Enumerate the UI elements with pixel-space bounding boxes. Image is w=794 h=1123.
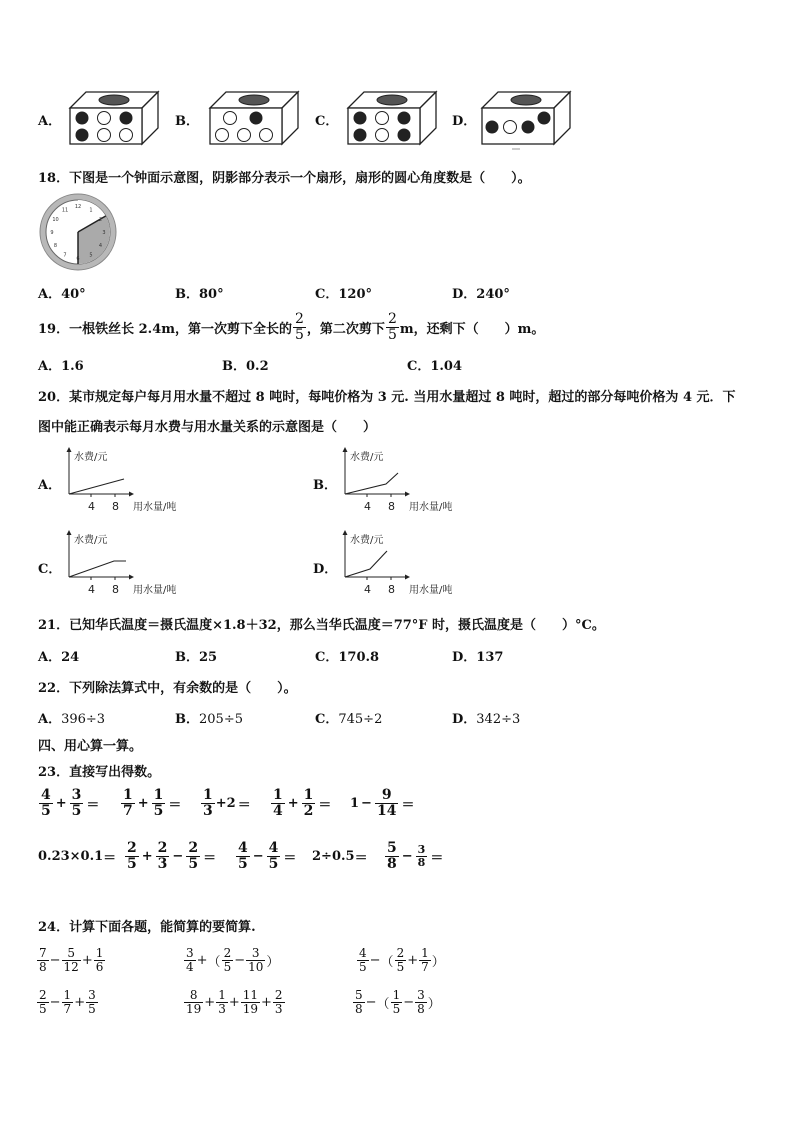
fraction — [201, 788, 215, 818]
numerator: 4 — [238, 839, 248, 856]
minus-sign: − — [365, 994, 377, 1010]
plus-sign: + — [407, 952, 419, 968]
numerator: 1 — [153, 786, 164, 803]
minus-sign: − — [49, 952, 61, 968]
tick-label-4: 4 — [88, 583, 95, 596]
fraction — [241, 989, 260, 1015]
numerator: 1 — [203, 786, 213, 803]
q23-text: 23．直接写出得数。 — [38, 765, 161, 780]
y-axis-label: 水费/元 — [350, 535, 384, 546]
q19-text — [38, 309, 544, 345]
q21-option-b-label: B． — [175, 650, 199, 665]
fraction — [353, 989, 365, 1015]
x-axis-label: 用水量/吨 — [133, 502, 177, 513]
q19-part1: 19．一根铁丝长 2.4m，第一次剪下全长的 — [38, 321, 292, 337]
left-paren: （ — [376, 996, 390, 1012]
plus-sign: + — [141, 848, 153, 864]
minus-sign: − — [252, 848, 264, 864]
numerator: 2 — [39, 987, 47, 1002]
denominator: 5 — [238, 855, 248, 872]
equals-sign: ＝ — [237, 797, 251, 813]
numerator: 1 — [95, 945, 104, 960]
q22-option-b-value: 205÷5 — [199, 712, 243, 727]
q20-option-b-label: B． — [313, 478, 337, 493]
q23-expr-2 — [120, 784, 183, 822]
fraction — [395, 947, 407, 973]
fraction — [62, 947, 81, 973]
q23-expr-6 — [38, 837, 116, 875]
denominator: 5 — [392, 1001, 401, 1016]
denominator: 5 — [396, 959, 405, 974]
numerator: 11 — [242, 987, 259, 1002]
denominator: 5 — [39, 1001, 47, 1016]
denominator: 8 — [355, 1001, 363, 1016]
plus-two: +2 — [215, 795, 236, 811]
numerator: 2 — [274, 987, 283, 1002]
fraction — [39, 788, 53, 818]
numerator: 2 — [396, 945, 405, 960]
q21-option-d-value: 137 — [476, 650, 504, 665]
fraction — [156, 841, 170, 871]
minus-sign: − — [369, 952, 381, 968]
q18-option-b-value: 80° — [199, 287, 224, 302]
q19-option-a-value: 1.6 — [61, 359, 84, 374]
denominator: 2 — [303, 802, 314, 819]
tick-label-4: 4 — [364, 500, 371, 513]
right-paren: ） — [427, 996, 441, 1012]
q19-option-a-label: A． — [38, 359, 62, 374]
q23-expr-9 — [312, 837, 368, 875]
q17-box-b-image — [206, 88, 302, 148]
denominator: 8 — [417, 855, 426, 869]
fraction — [236, 841, 250, 871]
denominator: 8 — [417, 1001, 425, 1016]
decimal-division: 2÷0.5 — [312, 848, 355, 864]
y-axis-arrow — [343, 447, 348, 452]
fraction — [267, 841, 281, 871]
numerator: 5 — [387, 839, 397, 856]
x-axis-arrow — [405, 575, 410, 580]
numerator: 3 — [186, 945, 194, 960]
equals-sign: ＝ — [103, 850, 117, 866]
clock-image — [38, 192, 118, 272]
denominator: 5 — [127, 855, 137, 872]
denominator: 4 — [186, 959, 194, 974]
denominator: 3 — [203, 802, 213, 819]
q19-option-c-label: C． — [407, 359, 431, 374]
tick-label-8: 8 — [388, 583, 395, 596]
q20-option-a-label: A． — [38, 478, 62, 493]
q21-option-a-label: A． — [38, 650, 62, 665]
q19-option-b-value: 0.2 — [246, 359, 269, 374]
fraction — [222, 947, 234, 973]
denominator: 3 — [157, 855, 168, 872]
tick-label-8: 8 — [112, 583, 119, 596]
numerator: 2 — [127, 839, 137, 856]
clock-number: 1 — [89, 207, 93, 214]
numerator: 1 — [63, 987, 72, 1002]
denominator: 4 — [273, 802, 283, 819]
fraction — [184, 989, 203, 1015]
denominator: 7 — [421, 959, 429, 974]
q24-expr-6 — [352, 984, 441, 1020]
cost-line — [69, 561, 126, 577]
q17-box-d-image — [478, 88, 574, 152]
denominator: 7 — [63, 1001, 72, 1016]
right-paren: ） — [266, 954, 280, 970]
fraction — [391, 989, 403, 1015]
q18-option-a-value: 40° — [61, 287, 86, 302]
q21-option-c — [315, 646, 379, 665]
q20-text-line2: 图中能正确表示每月水费与用水量关系的示意图是（ ） — [38, 420, 377, 435]
clock-number: 5 — [89, 252, 93, 259]
q17-option-d-label: D． — [452, 114, 477, 129]
q24-expr-1 — [36, 942, 106, 978]
q21-option-a — [38, 646, 79, 665]
q19-fraction-1 — [293, 312, 306, 342]
q23-expr-7 — [124, 837, 218, 875]
q19-frac2-num: 2 — [387, 310, 397, 327]
q19-part3: m，还剩下（ ）m。 — [399, 321, 545, 337]
q18-option-d-label: D． — [452, 287, 477, 302]
equals-sign: ＝ — [430, 850, 444, 866]
numerator: 2 — [188, 839, 199, 856]
q22-option-a — [38, 708, 105, 727]
q18-option-b-label: B． — [175, 287, 199, 302]
denominator: 8 — [39, 959, 47, 974]
cost-line — [345, 473, 398, 494]
plus-sign: + — [81, 952, 93, 968]
numerator: 3 — [88, 987, 96, 1002]
x-axis-label: 用水量/吨 — [133, 585, 177, 596]
y-axis-arrow — [343, 530, 348, 535]
plus-sign: + — [196, 952, 208, 968]
y-axis-label: 水费/元 — [74, 535, 108, 546]
fraction — [271, 788, 285, 818]
q21-option-a-value: 24 — [61, 650, 80, 665]
x-axis-arrow — [405, 492, 410, 497]
q24-expr-5 — [183, 984, 286, 1020]
q18-option-c-value: 120° — [338, 287, 372, 302]
tick-label-8: 8 — [112, 500, 119, 513]
fraction — [419, 947, 431, 973]
numerator: 2 — [223, 945, 232, 960]
q23-expr-8 — [235, 837, 298, 875]
q18-option-c-label: C． — [315, 287, 339, 302]
q21-option-b-value: 25 — [199, 650, 218, 665]
denominator: 5 — [41, 802, 51, 819]
fraction — [186, 841, 200, 871]
q20-text-line1: 20．某市规定每户每月用水量不超过 8 吨时，每吨价格为 3 元. 当用水量超过 8 吨时，超过的部分每吨价格为 4 元．下 — [38, 390, 736, 405]
fraction — [302, 788, 316, 818]
q21-option-c-value: 170.8 — [338, 650, 380, 665]
q21-option-b — [175, 646, 217, 665]
q17-option-c-label: C． — [315, 114, 339, 129]
fraction — [62, 989, 74, 1015]
fraction — [375, 788, 398, 818]
denominator: 5 — [188, 855, 199, 872]
numerator: 1 — [303, 786, 314, 803]
denominator: 5 — [268, 855, 279, 872]
minus-sign: − — [403, 994, 415, 1010]
x-axis-arrow — [129, 575, 134, 580]
plus-sign: + — [228, 994, 240, 1010]
cost-line — [69, 479, 124, 494]
clock-number: 10 — [52, 216, 59, 223]
q22-option-c-value: 745÷2 — [338, 712, 383, 727]
q17-box-a-image — [66, 88, 162, 148]
denominator: 5 — [88, 1001, 96, 1016]
q18-text: 18．下图是一个钟面示意图，阴影部分表示一个扇形，扇形的圆心角度数是（ ）。 — [38, 171, 531, 186]
clock-number: 9 — [50, 229, 54, 236]
tick-label-4: 4 — [88, 500, 95, 513]
equals-sign: ＝ — [318, 797, 332, 813]
numerator: 2 — [157, 839, 168, 856]
numerator: 3 — [71, 786, 82, 803]
q18-option-d — [452, 283, 510, 302]
denominator: 3 — [218, 1001, 226, 1016]
q24-expr-2 — [183, 942, 279, 978]
q23-expr-3 — [200, 784, 253, 822]
fraction — [416, 844, 428, 868]
q19-option-a — [38, 355, 84, 374]
fraction — [70, 788, 84, 818]
plus-sign: + — [55, 795, 67, 811]
fraction — [246, 947, 265, 973]
q23-expr-1 — [38, 784, 101, 822]
x-axis-label: 用水量/吨 — [409, 585, 453, 596]
q22-option-c — [315, 708, 382, 727]
q24-text: 24．计算下面各题，能简算的要简算. — [38, 920, 256, 935]
cost-line — [345, 551, 387, 577]
equals-sign: ＝ — [86, 797, 100, 813]
q18-option-a — [38, 283, 86, 302]
left-paren: （ — [380, 954, 394, 970]
q22-option-d-label: D． — [452, 712, 477, 727]
denominator: 19 — [186, 1001, 202, 1016]
denominator: 8 — [387, 855, 397, 872]
fraction — [357, 947, 369, 973]
q24-expr-3 — [356, 942, 445, 978]
q23-expr-5 — [350, 784, 416, 822]
q22-option-c-label: C． — [315, 712, 339, 727]
q22-option-a-value: 396÷3 — [61, 712, 106, 727]
q18-option-b — [175, 283, 224, 302]
numerator: 5 — [67, 945, 75, 960]
fraction — [184, 947, 196, 973]
q19-frac1-den: 5 — [295, 326, 304, 343]
fraction — [94, 947, 106, 973]
y-axis-label: 水费/元 — [74, 452, 108, 463]
fraction — [86, 989, 98, 1015]
y-axis-label: 水费/元 — [350, 452, 384, 463]
equals-sign: ＝ — [203, 850, 217, 866]
denominator: 5 — [71, 802, 82, 819]
numerator: 1 — [123, 786, 133, 803]
q19-part2: ，第二次剪下 — [306, 321, 385, 337]
numerator: 9 — [381, 786, 392, 803]
q24-expr-4 — [36, 984, 99, 1020]
denominator: 10 — [248, 959, 264, 974]
minus-sign: − — [234, 952, 246, 968]
q19-option-b-label: B． — [222, 359, 246, 374]
q22-option-b-label: B． — [175, 712, 199, 727]
numerator: 4 — [41, 786, 51, 803]
clock-number: 12 — [74, 203, 82, 210]
plus-sign: + — [137, 795, 149, 811]
fraction — [121, 788, 135, 818]
numerator: 3 — [417, 842, 426, 856]
number-one: 1 — [350, 795, 360, 811]
clock-number: 6 — [76, 255, 80, 262]
fraction — [37, 947, 49, 973]
numerator: 8 — [189, 987, 198, 1002]
equals-sign: ＝ — [168, 797, 182, 813]
q23-expr-4 — [270, 784, 333, 822]
tick-label-8: 8 — [388, 500, 395, 513]
minus-sign: − — [401, 848, 413, 864]
denominator: 6 — [95, 959, 104, 974]
q18-option-a-label: A． — [38, 287, 62, 302]
numerator: 1 — [421, 945, 429, 960]
q17-option-b-label: B． — [175, 114, 199, 129]
q19-frac1-num: 2 — [295, 310, 304, 327]
q20-graph-d — [340, 530, 470, 600]
minus-sign: − — [49, 994, 61, 1010]
fraction — [415, 989, 427, 1015]
denominator: 5 — [223, 959, 232, 974]
q22-option-a-label: A． — [38, 712, 62, 727]
fraction — [273, 989, 285, 1015]
y-axis-arrow — [67, 447, 72, 452]
equals-sign: ＝ — [401, 797, 415, 813]
denominator: 5 — [359, 959, 367, 974]
equals-sign: ＝ — [283, 850, 297, 866]
denominator: 12 — [63, 959, 79, 974]
numerator: 1 — [273, 786, 283, 803]
section-4-heading: 四、用心算一算。 — [38, 739, 143, 754]
denominator: 3 — [274, 1001, 283, 1016]
clock-number: 11 — [61, 207, 69, 214]
numerator: 3 — [417, 987, 425, 1002]
q19-option-b — [222, 355, 269, 374]
y-axis-arrow — [67, 530, 72, 535]
q20-graph-b — [340, 447, 470, 517]
denominator: 5 — [153, 802, 164, 819]
numerator: 1 — [392, 987, 401, 1002]
decimal-product: 0.23×0.1 — [38, 848, 104, 864]
plus-sign: + — [287, 795, 299, 811]
q20-option-d-label: D． — [313, 562, 338, 577]
right-paren: ） — [431, 954, 445, 970]
q22-option-d-value: 342÷3 — [476, 712, 521, 727]
fraction — [152, 788, 166, 818]
q19-option-c — [407, 355, 462, 374]
clock-number: 7 — [63, 252, 67, 259]
numerator: 1 — [218, 987, 226, 1002]
q19-frac2-den: 5 — [387, 326, 397, 343]
x-axis-label: 用水量/吨 — [409, 502, 453, 513]
denominator: 14 — [376, 802, 397, 819]
plus-sign: + — [74, 994, 86, 1010]
denominator: 19 — [242, 1001, 259, 1016]
fraction — [37, 989, 49, 1015]
clock-number: 4 — [98, 242, 103, 249]
equals-sign: ＝ — [354, 850, 368, 866]
numerator: 4 — [359, 945, 367, 960]
fraction — [216, 989, 228, 1015]
q21-text: 21．已知华氏温度＝摄氏温度×1.8＋32，那么当华氏温度＝77°F 时，摄氏温度是（ ）°C。 — [38, 618, 605, 633]
numerator: 7 — [39, 945, 47, 960]
clock-number: 3 — [102, 229, 106, 236]
numerator: 5 — [355, 987, 363, 1002]
q17-option-a-label: A． — [38, 114, 62, 129]
plus-sign: + — [261, 994, 272, 1010]
q20-graph-c — [64, 530, 194, 600]
q19-fraction-2 — [386, 312, 399, 342]
left-paren: （ — [207, 954, 221, 970]
fraction — [125, 841, 139, 871]
numerator: 3 — [251, 945, 260, 960]
tick-label-4: 4 — [364, 583, 371, 596]
q22-option-d — [452, 708, 520, 727]
q18-option-d-value: 240° — [476, 287, 510, 302]
numerator: 4 — [268, 839, 279, 856]
q22-text: 22．下列除法算式中，有余数的是（ ）。 — [38, 681, 297, 696]
plus-sign: + — [204, 994, 216, 1010]
clock-number: 8 — [53, 242, 58, 249]
q17-box-c-image — [344, 88, 440, 148]
q20-graph-a — [64, 447, 194, 517]
denominator: 7 — [123, 802, 133, 819]
q22-option-b — [175, 708, 243, 727]
q21-option-d — [452, 646, 503, 665]
q20-option-c-label: C． — [38, 562, 62, 577]
q19-option-c-value: 1.04 — [430, 359, 463, 374]
q21-option-d-label: D． — [452, 650, 477, 665]
minus-sign: − — [361, 795, 372, 811]
q18-option-c — [315, 283, 372, 302]
fraction — [385, 841, 399, 871]
minus-sign: − — [172, 848, 184, 864]
x-axis-arrow — [129, 492, 134, 497]
clock-number: 2 — [98, 216, 103, 223]
q21-option-c-label: C． — [315, 650, 339, 665]
q23-expr-10 — [384, 837, 445, 875]
